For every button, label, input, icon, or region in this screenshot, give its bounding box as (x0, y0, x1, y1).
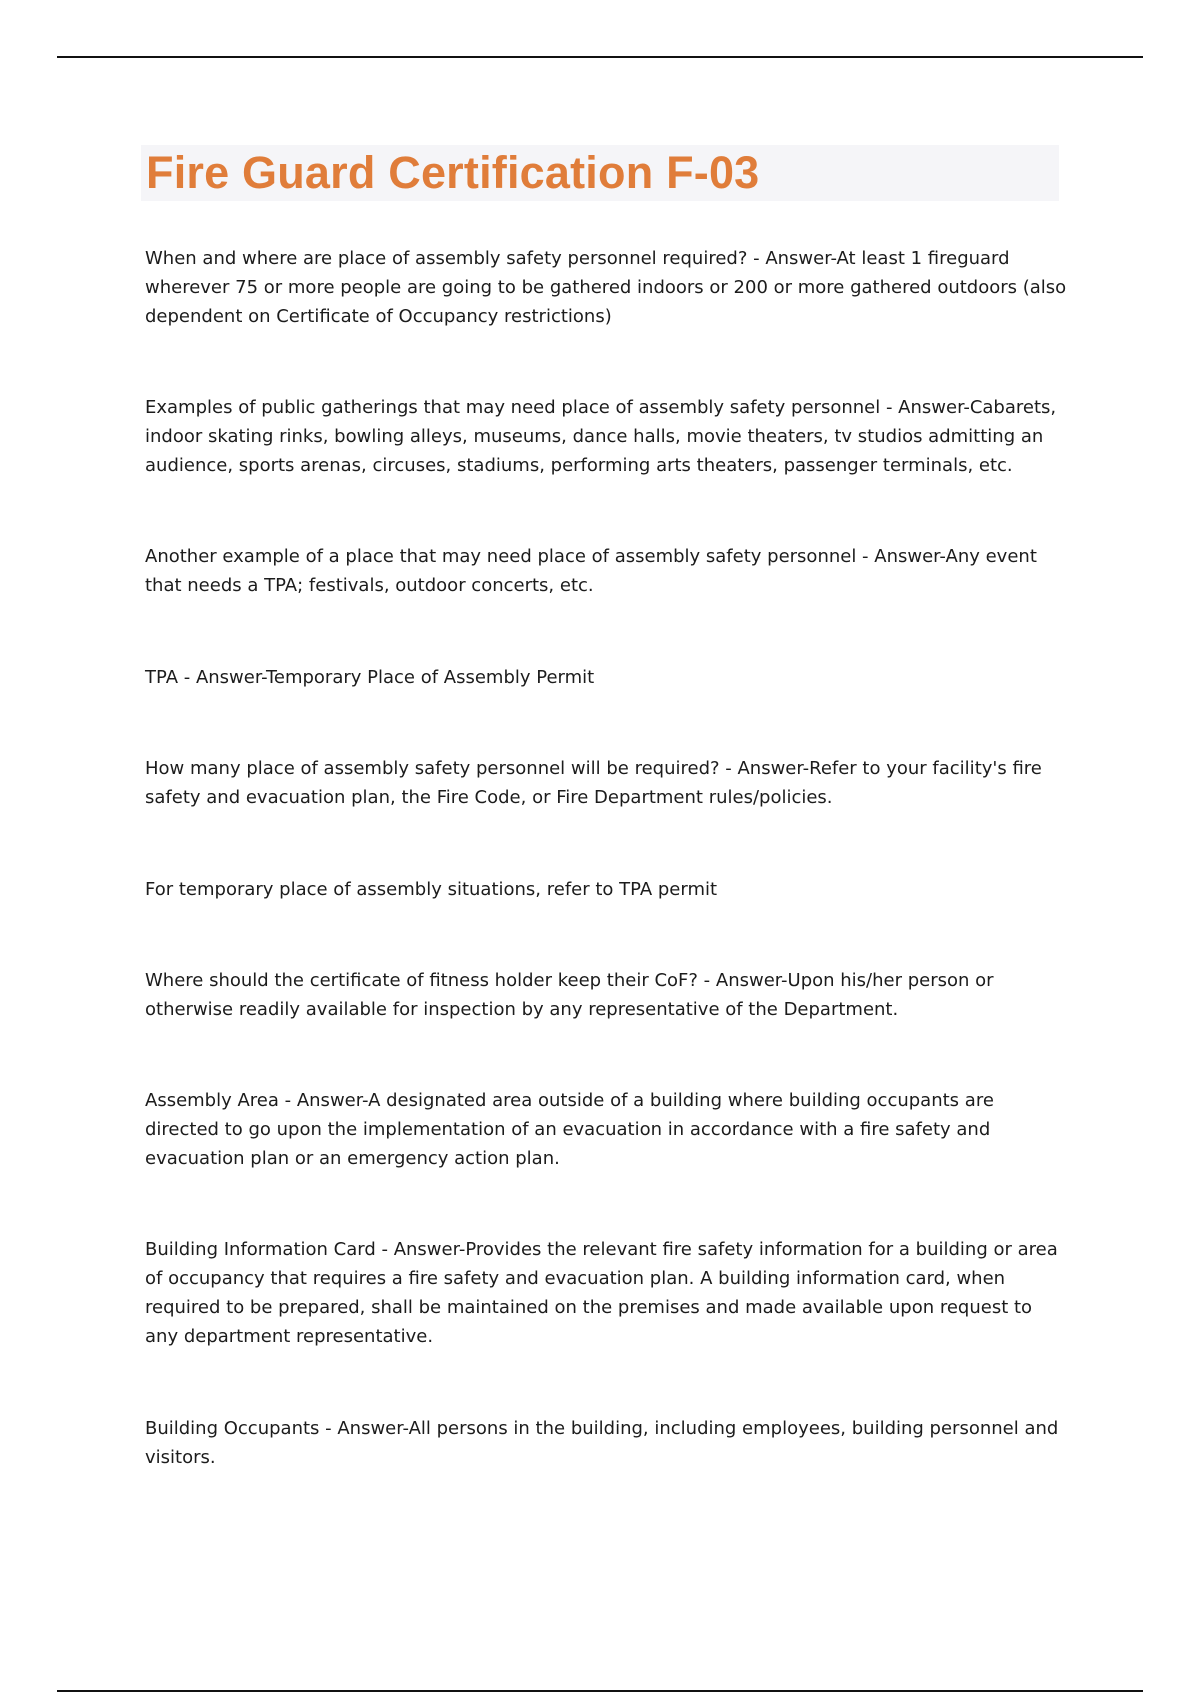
qa-entry-cof-location: Where should the certificate of fitness holder keep their CoF? - Answer-Upon his/her person or otherwise readily available for inspection by any representative of the Department. (145, 970, 994, 1020)
qa-entry-temporary-assembly: For temporary place of assembly situations, refer to TPA permit (145, 879, 718, 900)
qa-entry-tpa: TPA - Answer-Temporary Place of Assembly Permit (145, 667, 595, 688)
qa-entry-assembly-area: Assembly Area - Answer-A designated area outside of a building where building occupants are directed to go upon the implementation of an evacuation in accordance with a fire safety and evacuation plan or an emergency action plan. (145, 1090, 994, 1169)
top-rule (57, 56, 1143, 58)
qa-entry-building-occupants: Building Occupants - Answer-All persons in the building, including employees, building personnel and visitors. (145, 1418, 1059, 1468)
qa-entry-building-information-card: Building Information Card - Answer-Provides the relevant fire safety information for a building or area of occupancy that requires a fire safety and evacuation plan. A building information card, when required to be prepared, shall be maintained on the premises and made available upon request to any department representative. (145, 1239, 1058, 1347)
qa-entry-another-example: Another example of a place that may need place of assembly safety personnel - Answer-Any event that needs a TPA; festivals, outdoor concerts, etc. (145, 546, 1037, 596)
title-banner (141, 145, 1059, 201)
bottom-rule (57, 1690, 1143, 1692)
qa-entry-assembly-personnel-required: When and where are place of assembly safety personnel required? - Answer-At least 1 fireguard wherever 75 or more people are going to be gathered indoors or 200 or more gathered outdoors (also dependent on Certificate of Occupancy restrictions) (145, 248, 1067, 327)
qa-entry-how-many-personnel: How many place of assembly safety personnel will be required? - Answer-Refer to your facility's fire safety and evacuation plan, the Fire Code, or Fire Department rules/policies. (145, 758, 1042, 808)
qa-entry-public-gathering-examples: Examples of public gatherings that may need place of assembly safety personnel - Answer-Cabarets, indoor skating rinks, bowling alleys, museums, dance halls, movie theaters, tv studios admitting an audience, sports arenas, circuses, stadiums, performing arts theaters, passenger terminals, etc. (145, 397, 1057, 476)
document-title: Fire Guard Certification F-03 (146, 147, 760, 198)
